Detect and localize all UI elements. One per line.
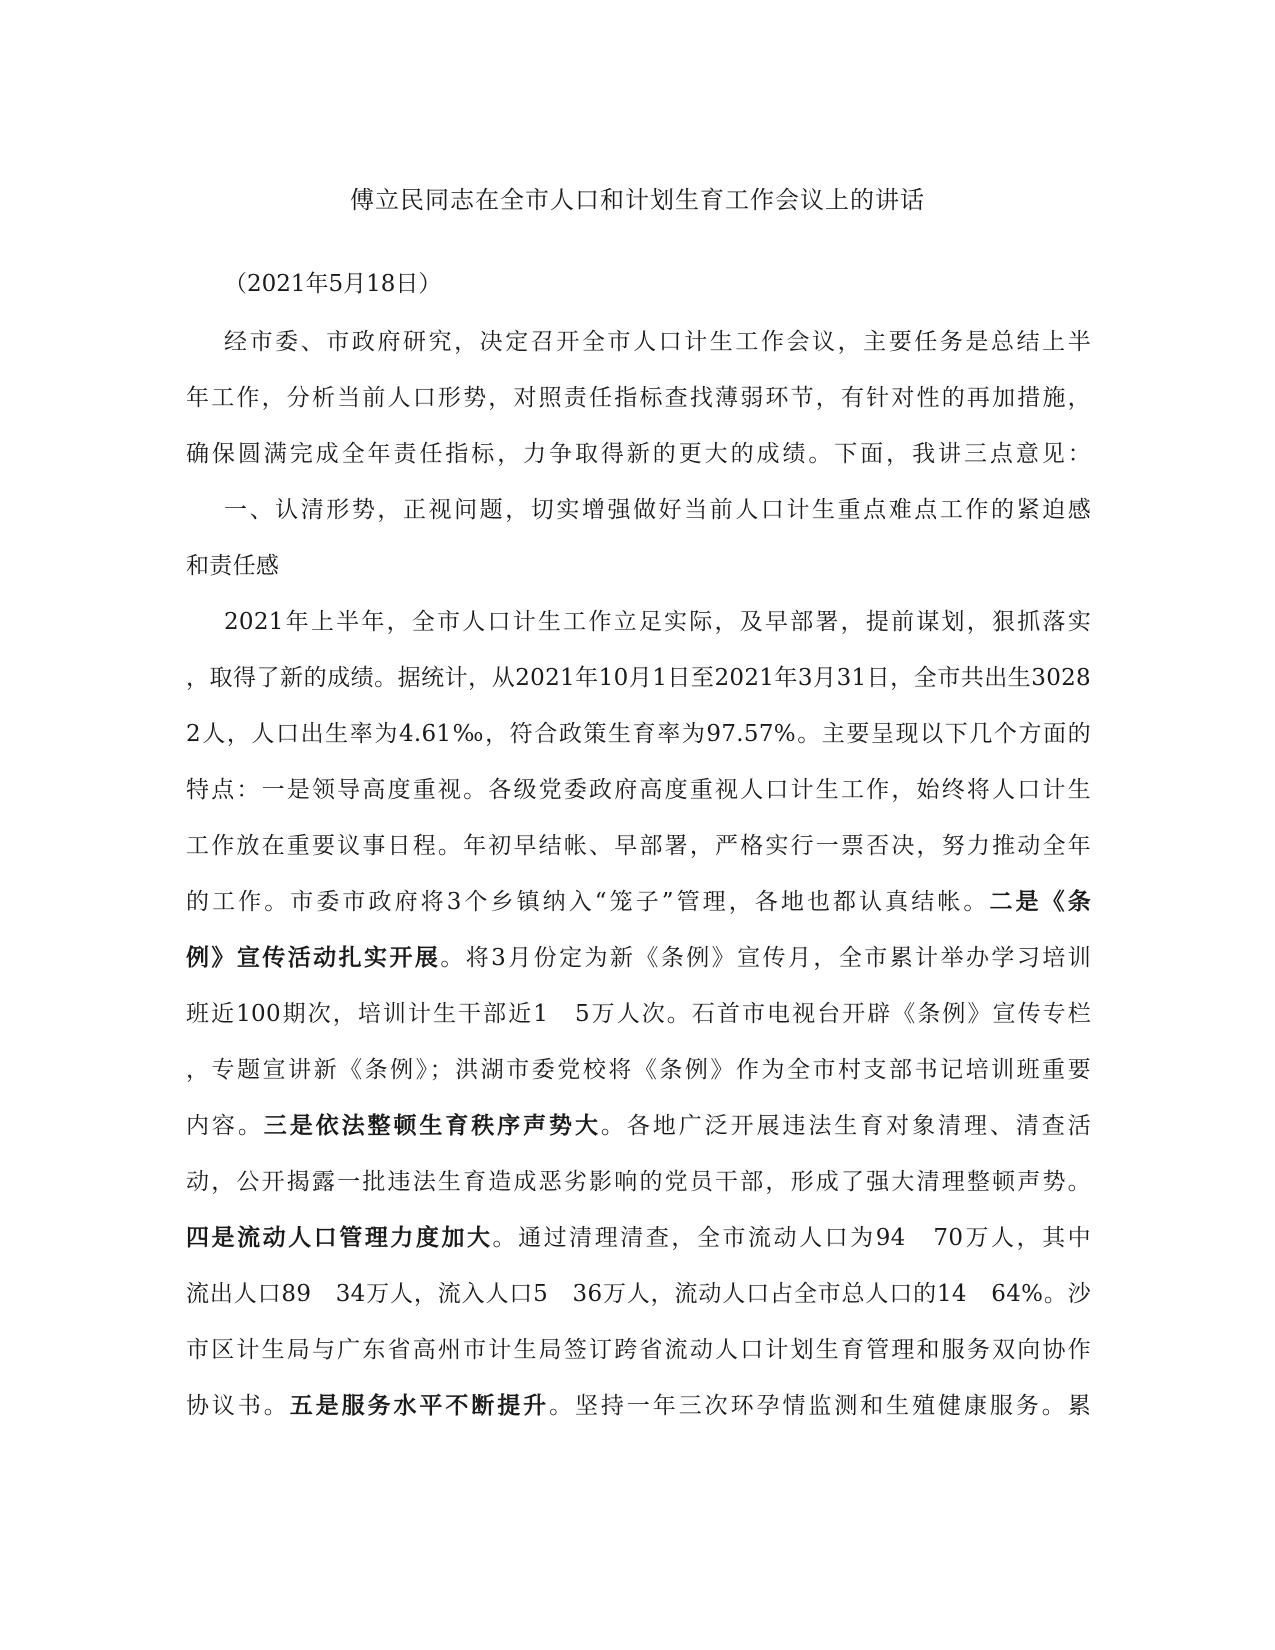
- bold-highlight: 四是流动人口管理力度加大: [186, 1224, 493, 1251]
- body-line: [186, 717, 1091, 751]
- body-line: [186, 1333, 1091, 1367]
- body-line: [186, 1165, 1091, 1199]
- line-text: 的工作。市委市政府将3个乡镇纳入“笼子”管理，各地也都认真结帐。: [186, 889, 990, 915]
- line-text: 一、认清形势，正视问题，切实增强做好当前人口计生重点难点工作的紧迫感: [224, 497, 1091, 523]
- body-line: [224, 605, 1091, 639]
- line-text: 内容。: [186, 1113, 264, 1139]
- body-line: [224, 325, 1091, 359]
- body-line: [186, 1109, 1091, 1143]
- bold-highlight: 五是服务水平不断提升: [289, 1392, 550, 1419]
- line-text: 协议书。: [186, 1393, 290, 1419]
- line-text: 市区计生局与广东省高州市计生局签订跨省流动人口计划生育管理和服务双向协作: [186, 1337, 1091, 1363]
- speech-date: （2021年5月18日）: [224, 271, 442, 297]
- line-text: 工作放在重要议事日程。年初早结帐、早部署，严格实行一票否决，努力推动全年: [186, 833, 1091, 859]
- body-line: [186, 1277, 1091, 1311]
- line-text: 确保圆满完成全年责任指标，力争取得新的更大的成绩。下面，我讲三点意见：: [186, 441, 1091, 467]
- bold-highlight: 例》宣传活动扎实开展: [186, 944, 441, 971]
- bold-highlight: 三是依法整顿生育秩序声势大: [263, 1112, 601, 1139]
- line-text: 特点：一是领导高度重视。各级党委政府高度重视人口计生工作，始终将人口计生: [186, 777, 1091, 803]
- bold-highlight: 二是《条: [989, 888, 1092, 915]
- body-line: [186, 1221, 1091, 1255]
- line-text: ，专题宣讲新《条例》；洪湖市委党校将《条例》作为全市村支部书记培训班重要: [186, 1057, 1091, 1083]
- line-text: 2人，人口出生率为4.61‰，符合政策生育率为97.57%。主要呈现以下几个方面的: [186, 721, 1091, 747]
- body-line: [186, 941, 1091, 975]
- speech-title: 傅立民同志在全市人口和计划生育工作会议上的讲话: [350, 186, 925, 214]
- body-line: [186, 437, 1091, 471]
- line-text: 流出人口89 34万人，流入人口5 36万人，流动人口占全市总人口的14 64%。沙: [186, 1281, 1091, 1307]
- body-line: [186, 997, 1091, 1031]
- body-line: [224, 493, 1091, 527]
- body-line: [186, 829, 1091, 863]
- line-text: 班近100期次，培训计生干部近1 5万人次。石首市电视台开辟《条例》宣传专栏: [186, 1001, 1091, 1027]
- body-line: [186, 773, 1091, 807]
- body-line: [186, 885, 1091, 919]
- body-line: [186, 549, 1091, 583]
- body-line: [186, 381, 1091, 415]
- line-text: 。将3月份定为新《条例》宣传月，全市累计举办学习培训: [440, 945, 1092, 971]
- body-line: [186, 1389, 1091, 1423]
- body-line: [186, 661, 1091, 695]
- line-text: 。通过清理清查，全市流动人口为94 70万人，其中: [492, 1225, 1091, 1251]
- line-text: 经市委、市政府研究，决定召开全市人口计生工作会议，主要任务是总结上半: [224, 329, 1091, 355]
- line-text: 。各地广泛开展违法生育对象清理、清查活: [600, 1113, 1091, 1139]
- body-line: [186, 1053, 1091, 1087]
- line-text: 和责任感: [186, 553, 280, 579]
- line-text: ，取得了新的成绩。据统计，从2021年10月1日至2021年3月31日，全市共出生3028: [186, 665, 1091, 691]
- line-text: 动，公开揭露一批违法生育造成恶劣影响的党员干部，形成了强大清理整顿声势。: [186, 1169, 1091, 1195]
- line-text: 2021年上半年，全市人口计生工作立足实际，及早部署，提前谋划，狠抓落实: [224, 609, 1091, 635]
- line-text: 年工作，分析当前人口形势，对照责任指标查找薄弱环节，有针对性的再加措施，: [186, 385, 1091, 411]
- line-text: 。坚持一年三次环孕情监测和生殖健康服务。累: [549, 1393, 1092, 1419]
